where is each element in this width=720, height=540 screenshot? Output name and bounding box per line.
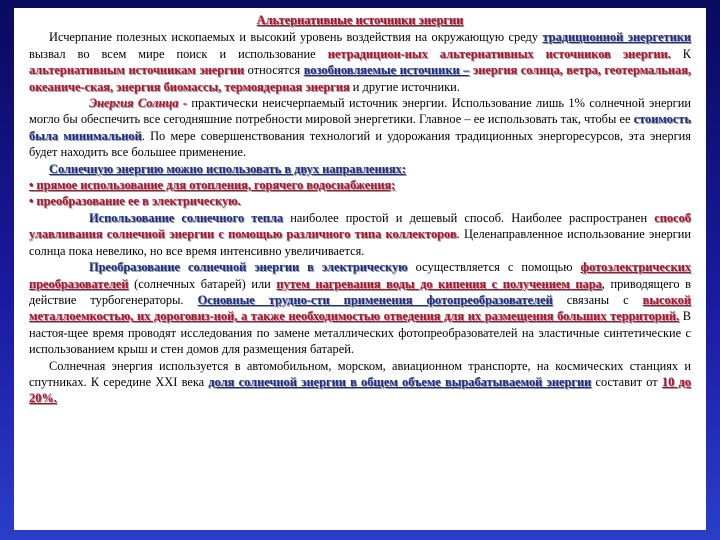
text: составит от [591, 374, 662, 389]
highlight-photoelectric: фотоэлектрических преобразователей [29, 260, 691, 291]
highlight-conversion: Преобразование солнечной энергии в электрическую [89, 260, 408, 275]
text: относятся [244, 63, 304, 78]
highlight-nontraditional: нетрадицион-ных альтернативных источников энергии. [327, 46, 671, 61]
text: наиболее простой и дешевый способ. Наиболее распространен [283, 210, 655, 225]
paragraph-transport [29, 358, 691, 407]
text: , приводящего в действие турбогенераторы. [29, 276, 691, 307]
text: . Целенаправленное использование энергии солнца пока невелико, но все время интенсивно увеличивается. [29, 227, 691, 258]
text: и другие источники. [349, 79, 460, 94]
text: Солнечная энергия используется в автомобильном, морском, авиационном транспорте, на космических станциях и спутниках. К середине XXI века [29, 358, 691, 389]
paragraph-solar-heat [29, 210, 691, 259]
highlight-difficulties: Основные трудно-сти применения фотопреобразователей [197, 292, 553, 307]
text: связаны с [552, 292, 643, 307]
highlight-energy-types: энергия солнца, ветра, геотермальная, океаничe-ская, энергия биомассы, термоядерная энергия [29, 63, 691, 94]
bullet-conversion: • преобразование ее в электрическую. [29, 194, 241, 209]
text: вызвал во всем мире поиск и использование [29, 46, 328, 61]
highlight-solar-heat: Использование солнечного тепла [89, 210, 284, 225]
paragraph-two-directions: Солнечную энергию можно использовать в двух направлениях: [49, 161, 406, 176]
text: осуществляется с помощью [407, 260, 581, 275]
highlight-traditional-energy: традиционной энергетики [542, 30, 691, 45]
highlight-collectors: способ улавливания солнечной энергии с помощью различного типа коллекторов [29, 210, 691, 242]
text: В настоя-щее время проводят исследования по замене металлических фотопреобразователей на эластичные синтетические с использованием крыш и стен домов для размещения батарей. [29, 309, 691, 357]
highlight-renewable: возобновляемые источники – [303, 63, 470, 78]
text: (солнечных батарей) или [128, 276, 277, 291]
paragraph-intro [29, 29, 691, 95]
text: К [670, 46, 691, 61]
slide-title: Альтернативные источники энергии [256, 13, 464, 27]
paragraph-solar-energy [29, 95, 691, 161]
highlight-min-cost: стоимость была минимальной [29, 112, 691, 143]
highlight-metal-intensity: высокой металлоемкостью, их дороговиз-ной, а также необходимостью отведения для их размещения больших территорий. [29, 292, 692, 324]
highlight-solar-energy: Энергия Солнца - [89, 96, 187, 111]
highlight-water-heating: путем нагревания воды до кипения с получением пара [276, 276, 602, 291]
paragraph-electric-conversion [29, 259, 691, 357]
text: Исчерпание полезных ископаемых и высокий уровень воздействия на окружающую среду [49, 30, 543, 45]
text: . По мере совершенствования технологий и удорожания традиционных энергоресурсов, эта энергия будет находить все большее применение. [29, 128, 691, 160]
bullet-direct-use: • прямое использование для отопления, горячего водоснабжения; [29, 178, 396, 193]
text: практически неисчерпаемый источник энергии. Использование лишь 1% солнечной энергии могло бы обеспечить все сегодняшние потребности мировой энергетики. Главное – ее использовать так, чтобы ее [29, 96, 691, 127]
highlight-percent: 10 до 20%. [29, 374, 691, 406]
slide-panel [14, 8, 706, 530]
highlight-solar-share: доля солнечной энергии в общем объеме вырабатываемой энергии [208, 374, 592, 389]
highlight-alternative-sources: альтернативным источникам энергии [29, 63, 245, 78]
